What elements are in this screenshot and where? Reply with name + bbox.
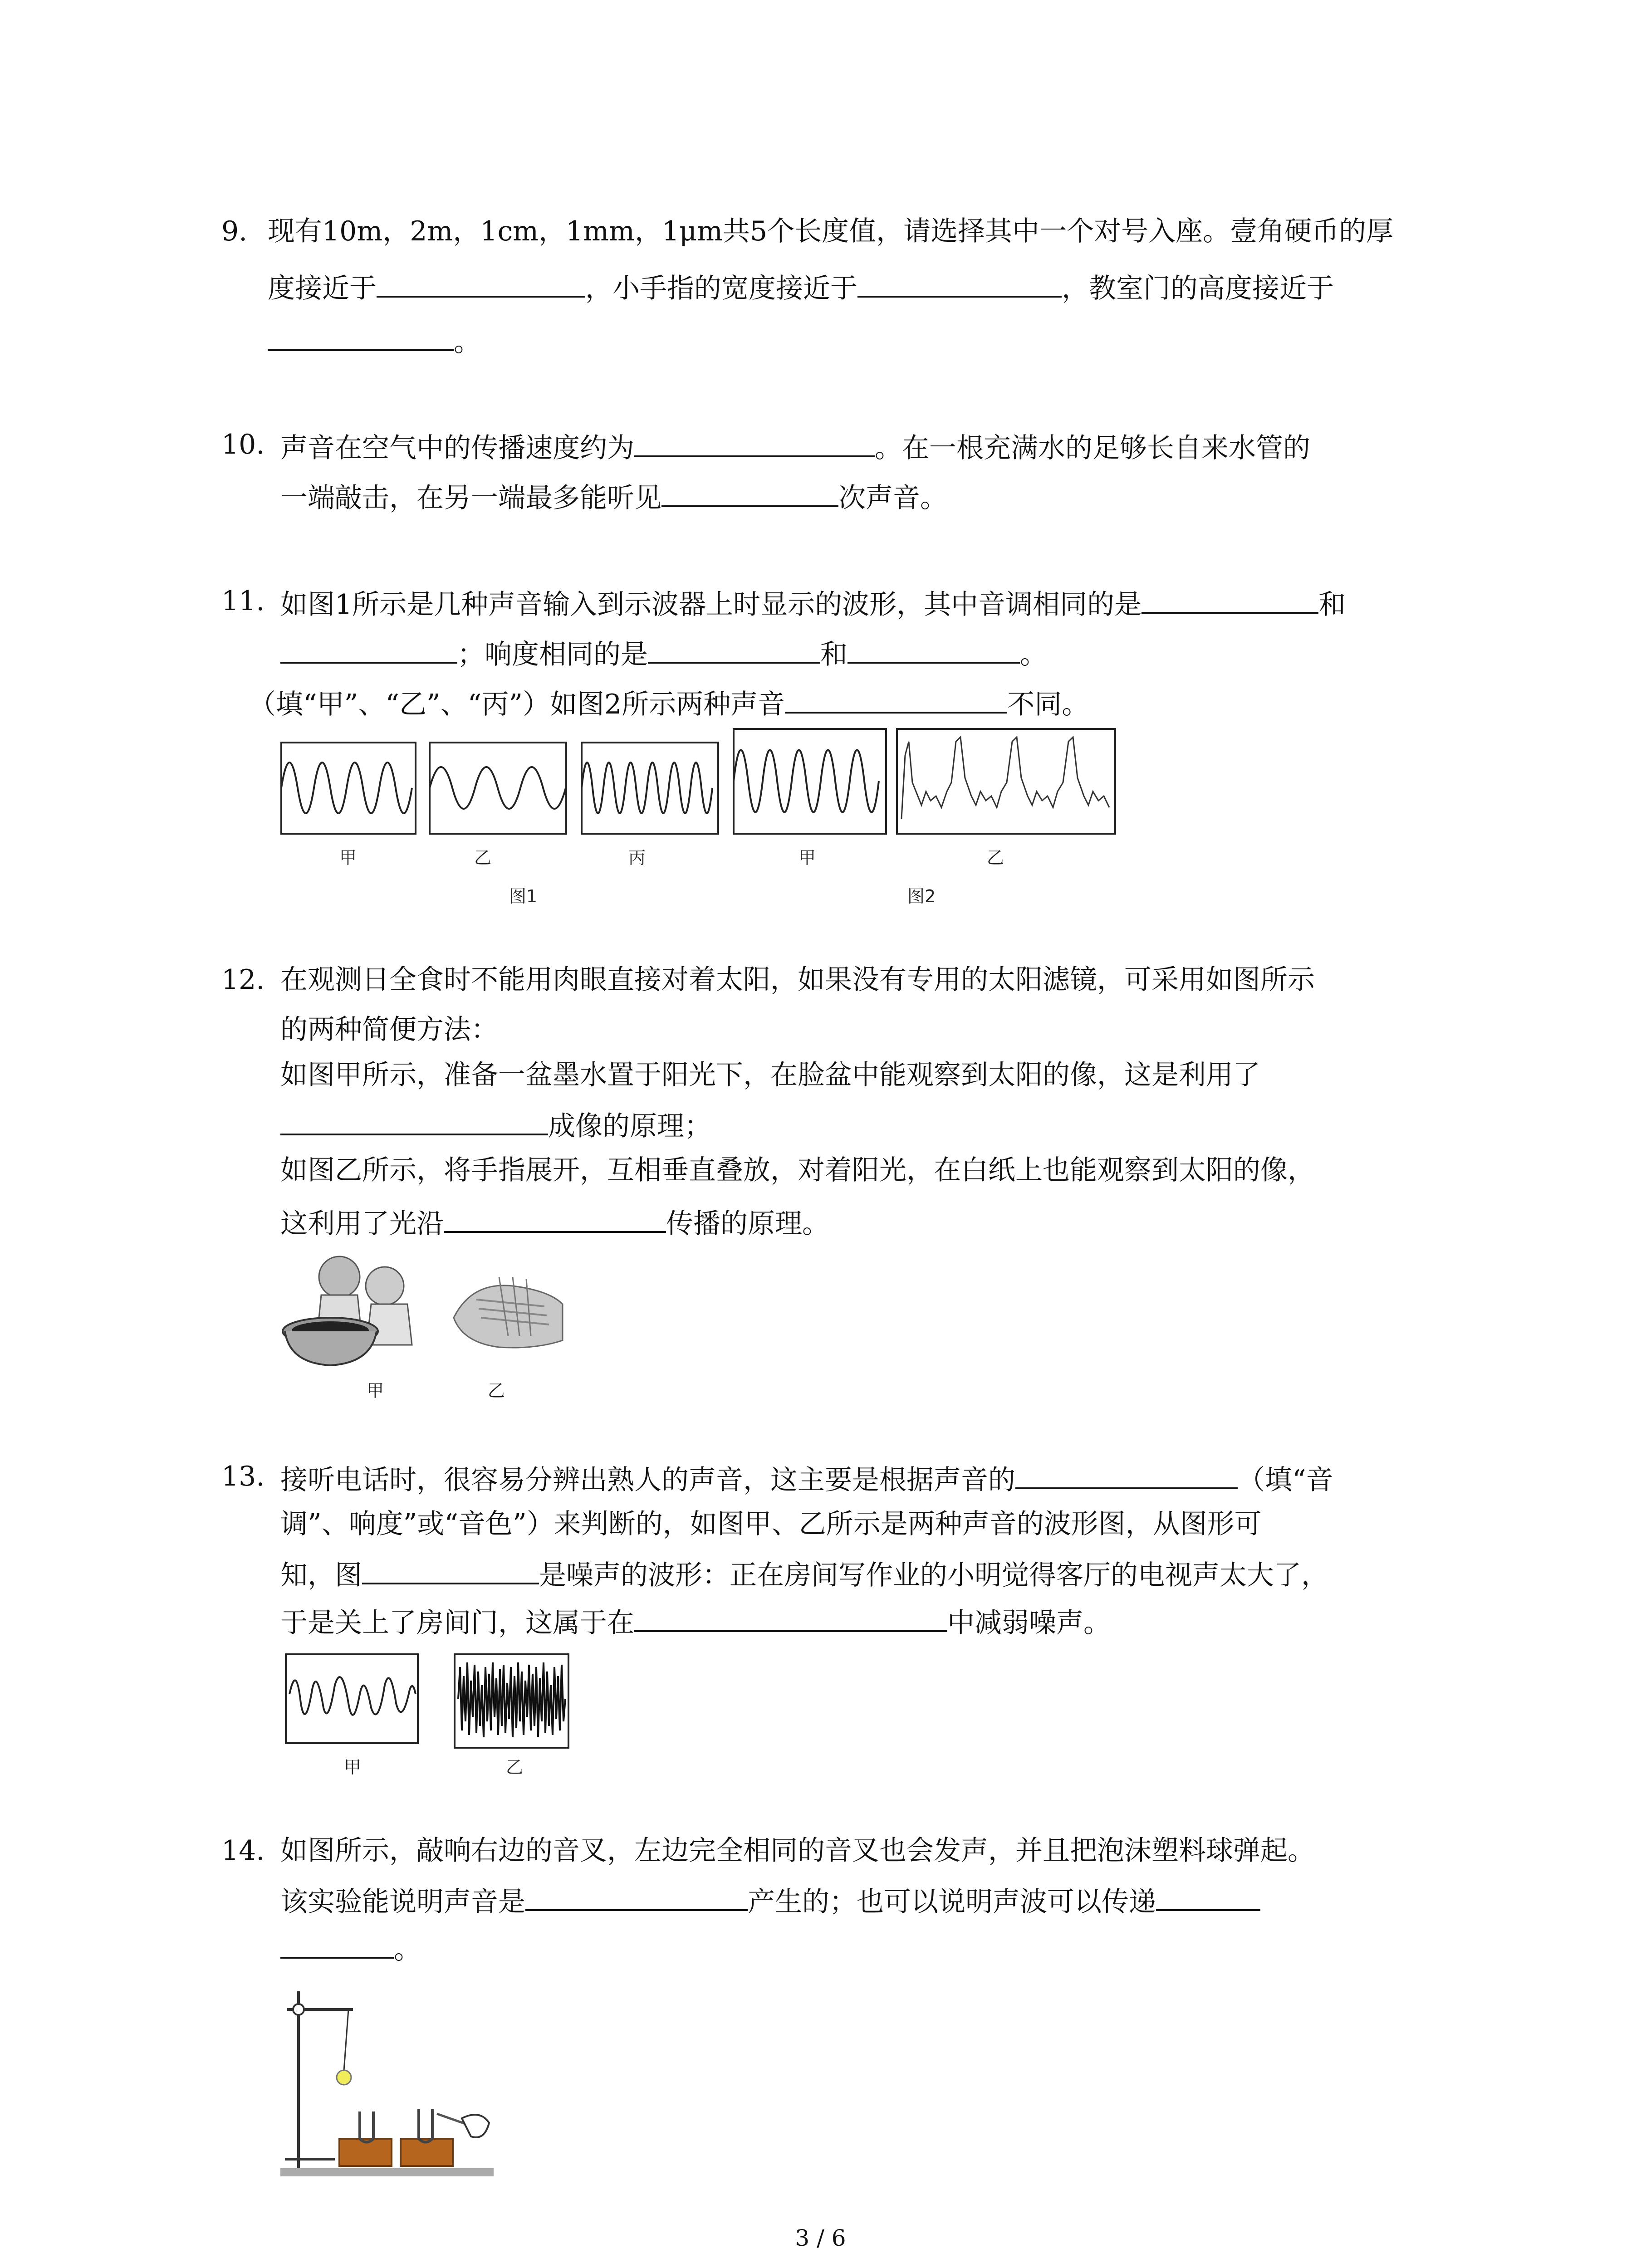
answer-blank[interactable] (634, 1601, 947, 1632)
answer-blank[interactable] (362, 1554, 539, 1584)
question-text: 现有10m，2m，1cm，1mm，1μm共5个长度值，请选择其中一个对号入座。壹角硬币的厚 (268, 215, 1394, 247)
answer-blank[interactable] (648, 633, 820, 664)
answer-blank[interactable] (634, 426, 875, 457)
question-text: 如图乙所示，将手指展开，互相垂直叠放，对着阳光，在白纸上也能观察到太阳的像， (280, 1154, 1315, 1186)
question-text: （填“甲”、“乙”、“丙”）如图2所示两种声音 不同。 (249, 683, 1089, 723)
question-number: 12. (221, 964, 265, 996)
answer-blank[interactable] (1156, 1880, 1260, 1911)
figure-label: 图2 (907, 886, 936, 906)
question-text: 如图甲所示，准备一盆墨水置于阳光下，在脸盆中能观察到太阳的像，这是利用了 (280, 1059, 1260, 1091)
question-number: 9. (221, 215, 248, 247)
question-text: 接听电话时，很容易分辨出熟人的声音，这主要是根据声音的 （填“音 (280, 1458, 1333, 1498)
question-number: 10. (221, 429, 265, 460)
waveform-yi (429, 742, 567, 835)
figure-caption: 乙 (474, 848, 492, 868)
question-text: 。 (268, 320, 481, 360)
figure-caption: 甲 (344, 1757, 362, 1777)
figure-caption: 甲 (339, 848, 357, 868)
figure-caption: 丙 (628, 848, 646, 868)
answer-blank[interactable] (785, 683, 1007, 714)
question-text: 知，图 是噪声的波形：正在房间写作业的小明觉得客厅的电视声太大了， (280, 1554, 1328, 1593)
question-text: 调”、响度”或“音色”）来判断的，如图甲、乙所示是两种声音的波形图，从图形可 (280, 1508, 1262, 1540)
waveform-jia (280, 742, 416, 835)
answer-blank[interactable] (280, 1928, 394, 1959)
question-text: 于是关上了房间门，这属于在 中减弱噪声。 (280, 1601, 1111, 1641)
answer-blank[interactable] (525, 1880, 748, 1911)
figure-label: 图1 (509, 886, 538, 906)
page-number: 3 / 6 (795, 2225, 846, 2251)
answer-blank[interactable] (280, 1105, 548, 1135)
question-number: 11. (221, 585, 265, 617)
question-number: 13. (221, 1461, 265, 1492)
question-number: 14. (221, 1835, 265, 1867)
answer-blank[interactable] (1141, 583, 1318, 614)
question-text: 在观测日全食时不能用肉眼直接对着太阳，如果没有专用的太阳滤镜，可采用如图所示 (280, 964, 1315, 996)
figure-caption: 甲 (367, 1381, 384, 1401)
answer-blank[interactable] (661, 476, 838, 507)
figure-caption: 乙 (506, 1757, 524, 1777)
answer-blank[interactable] (444, 1202, 666, 1233)
waveform-jia-2 (733, 728, 887, 835)
answer-blank[interactable] (377, 267, 585, 298)
waveform-yi-2 (896, 728, 1116, 835)
waveform-bing (581, 742, 719, 835)
question-text: 一端敲击，在另一端最多能听见 次声音。 (280, 476, 947, 516)
figure-caption: 乙 (488, 1381, 505, 1401)
figure-caption: 甲 (798, 848, 816, 868)
answer-blank[interactable] (280, 633, 457, 664)
question-text: 如图所示，敲响右边的音叉，左边完全相同的音叉也会发声，并且把泡沫塑料球弹起。 (280, 1835, 1315, 1867)
answer-blank[interactable] (847, 633, 1020, 664)
question-text: 。 (280, 1928, 421, 1968)
waveform-noise (454, 1653, 569, 1749)
waveform-music (285, 1653, 419, 1744)
question-text: 声音在空气中的传播速度约为 。在一根充满水的足够长自来水管的 (280, 426, 1310, 466)
basin-observation-image (280, 1250, 426, 1372)
question-text: 的两种简便方法： (280, 1014, 498, 1046)
answer-blank[interactable] (857, 267, 1062, 298)
question-text: 度接近于 ，小手指的宽度接近于 ，教室门的高度接近于 (268, 267, 1334, 307)
answer-blank[interactable] (268, 320, 454, 351)
question-text: 如图1所示是几种声音输入到示波器上时显示的波形，其中音调相同的是 和 (280, 583, 1346, 623)
question-text: 这利用了光沿 传播的原理。 (280, 1202, 829, 1242)
answer-blank[interactable] (1015, 1458, 1238, 1489)
tuning-fork-experiment-image (280, 1978, 494, 2177)
question-text: ；响度相同的是 和 。 (280, 633, 1047, 673)
crossed-hands-image (445, 1263, 567, 1354)
figure-caption: 乙 (987, 848, 1004, 868)
question-text: 该实验能说明声音是 产生的；也可以说明声波可以传递 (280, 1880, 1260, 1920)
question-text: 成像的原理； (280, 1105, 711, 1144)
